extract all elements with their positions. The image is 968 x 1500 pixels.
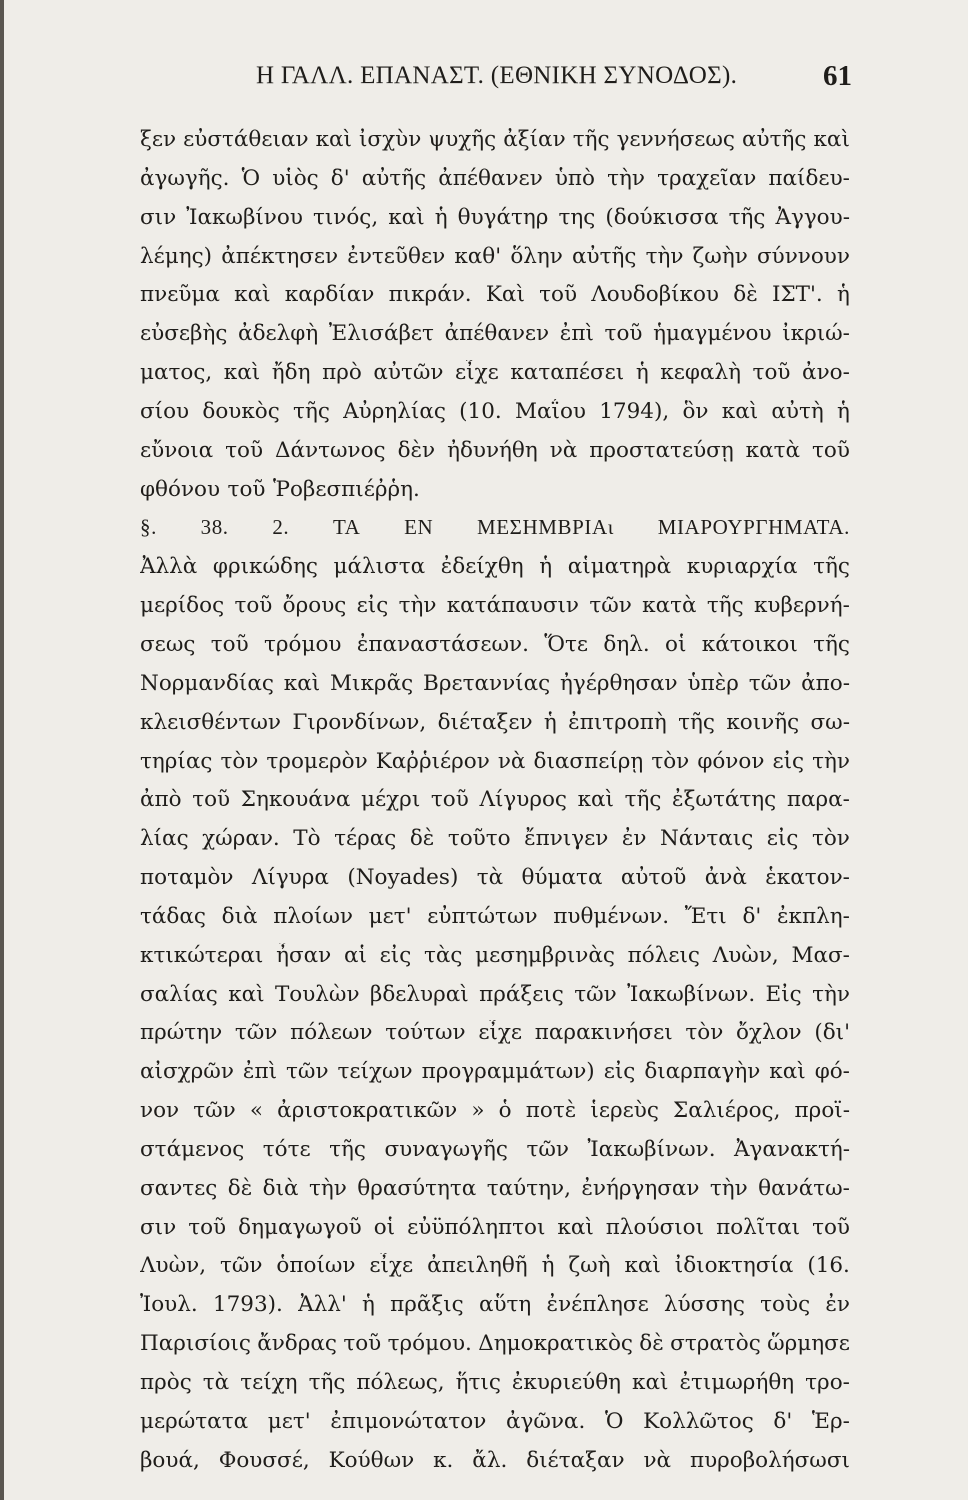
text-line: Λυὼν, τῶν ὁποίων εἶχε ἀπειληθῆ ἡ ζωὴ καὶ ἰδιοκτησία (16. [140,1253,850,1279]
text-line: ποταμὸν Λίγυρα (Noyades) τὰ θύματα αὐτοῦ ἀνὰ ἑκατον- [140,865,850,891]
section-heading: §. 38. 2. ΤΑ ΕΝ ΜΕΣΗΜΒΡΙΑι ΜΙΑΡΟΥΡΓΗΜΑΤΑ. [140,515,850,540]
text-line: φθόνου τοῦ Ῥοβεσπιέῤῥη. [140,476,420,502]
running-header [140,62,852,102]
text-line: Νορμανδίας καὶ Μικρᾶς Βρεταννίας ἠγέρθησαν ὑπὲρ τῶν ἀπο- [140,670,850,696]
text-line: αἰσχρῶν ἐπὶ τῶν τείχων προγραμμάτων) εἰς διαρπαγὴν καὶ φό- [140,1059,850,1085]
text-line: ἀπὸ τοῦ Σηκουάνα μέχρι τοῦ Λίγυρος καὶ τῆς ἐξωτάτης παρα- [140,787,850,813]
text-line: ἀγωγῆς. Ὁ υἱὸς δ' αὐτῆς ἀπέθανεν ὑπὸ τὴν τραχεῖαν παίδευ- [140,165,850,191]
text-line: σαλίας καὶ Τουλὼν βδελυραὶ πράξεις τῶν Ἰακωβίνων. Εἰς τὴν [140,981,850,1007]
text-line: μερίδος τοῦ ὄρους εἰς τὴν κατάπαυσιν τῶν κατὰ τῆς κυβερνή- [140,593,850,619]
text-line: τηρίας τὸν τρομερὸν Καῤῥιέρον νὰ διασπείρῃ τὸν φόνον εἰς τὴν [140,748,850,774]
text-line: πρώτην τῶν πόλεων τούτων εἶχε παρακινήσει τὸν ὄχλον (δι' [140,1020,850,1046]
text-line: Παρισίοις ἄνδρας τοῦ τρόμου. Δημοκρατικὸς δὲ στρατὸς ὥρμησε [140,1331,850,1357]
text-line: σιν τοῦ δημαγωγοῦ οἱ εὐϋπόληπτοι καὶ πλούσιοι πολῖται τοῦ [140,1214,850,1240]
running-title: Η ΓΑΛΛ. ΕΠΑΝΑΣΤ. (ΕΘΝΙΚΗ ΣΥΝΟΔΟΣ). [256,62,738,89]
text-line: πρὸς τὰ τείχη τῆς πόλεως, ἥτις ἐκυριεύθη καὶ ἐτιμωρήθη τρο- [140,1370,850,1395]
page-number: 61 [823,60,852,92]
text-line: σιν Ἰακωβίνου τινός, καὶ ἡ θυγάτηρ της (δούκισσα τῆς Ἀγγου- [140,204,850,230]
text-line: εὐσεβὴς ἀδελφὴ Ἐλισάβετ ἀπέθανεν ἐπὶ τοῦ ἡμαγμένου ἰκριώ- [140,321,850,347]
text-line: Ἰουλ. 1793). Ἀλλ' ἡ πρᾶξις αὕτη ἐνέπλησε λύσσης τοὺς ἐν [140,1292,850,1318]
text-line: κλεισθέντων Γιρονδίνων, διέταξεν ἡ ἐπιτροπὴ τῆς κοινῆς σω- [140,709,850,735]
text-line: τάδας διὰ πλοίων μετ' εὐπτώτων πυθμένων. Ἔτι δ' ἐκπλη- [140,903,850,929]
text-line: Ἀλλὰ φρικώδης μάλιστα ἐδείχθη ἡ αἱματηρὰ κυριαρχία τῆς [140,554,850,580]
text-line: πνεῦμα καὶ καρδίαν πικράν. Καὶ τοῦ Λουδοβίκου δὲ ΙΣΤ'. ἡ [140,282,850,308]
text-line: σαντες δὲ διὰ τὴν θρασύτητα ταύτην, ἐνήργησαν τὴν θανάτω- [140,1175,850,1201]
text-line: ξεν εὐστάθειαν καὶ ἰσχὺν ψυχῆς ἀξίαν τῆς γεννήσεως αὐτῆς καὶ [140,127,850,152]
text-line: κτικώτεραι ἦσαν αἱ εἰς τὰς μεσημβρινὰς πόλεις Λυὼν, Μασ- [140,942,850,968]
text-line: λέμης) ἀπέκτησεν ἐντεῦθεν καθ' ὅλην αὐτῆς τὴν ζωὴν σύννουν [140,243,850,269]
text-line: λίας χώραν. Τὸ τέρας δὲ τοῦτο ἔπνιγεν ἐν Νάνταις εἰς τὸν [140,826,850,852]
page-binding-edge [0,0,4,1500]
text-line: εὔνοια τοῦ Δάντωνος δὲν ἠδυνήθη νὰ προστατεύσῃ κατὰ τοῦ [140,437,850,463]
text-line: βουά, Φουσσέ, Κούθων κ. ἄλ. διέταξαν νὰ πυροβολήσωσι [140,1447,850,1473]
body-text [140,127,850,1487]
text-line: μερώτατα μετ' ἐπιμονώτατον ἀγῶνα. Ὁ Κολλῶτος δ' Ἑρ- [140,1408,850,1434]
text-line: σεως τοῦ τρόμου ἐπαναστάσεων. Ὅτε δηλ. οἱ κάτοικοι τῆς [140,631,850,657]
text-line: ματος, καὶ ἤδη πρὸ αὐτῶν εἶχε καταπέσει ἡ κεφαλὴ τοῦ ἀνο- [140,360,850,386]
text-line: σίου δουκὸς τῆς Αὐρηλίας (10. Μαΐου 1794), ὃν καὶ αὐτὴ ἡ [140,398,850,424]
text-line: στάμενος τότε τῆς συναγωγῆς τῶν Ἰακωβίνων. Ἀγανακτή- [140,1136,850,1162]
text-line: νον τῶν « ἀριστοκρατικῶν » ὁ ποτὲ ἱερεὺς Σαλιέρος, προϊ- [140,1098,850,1124]
